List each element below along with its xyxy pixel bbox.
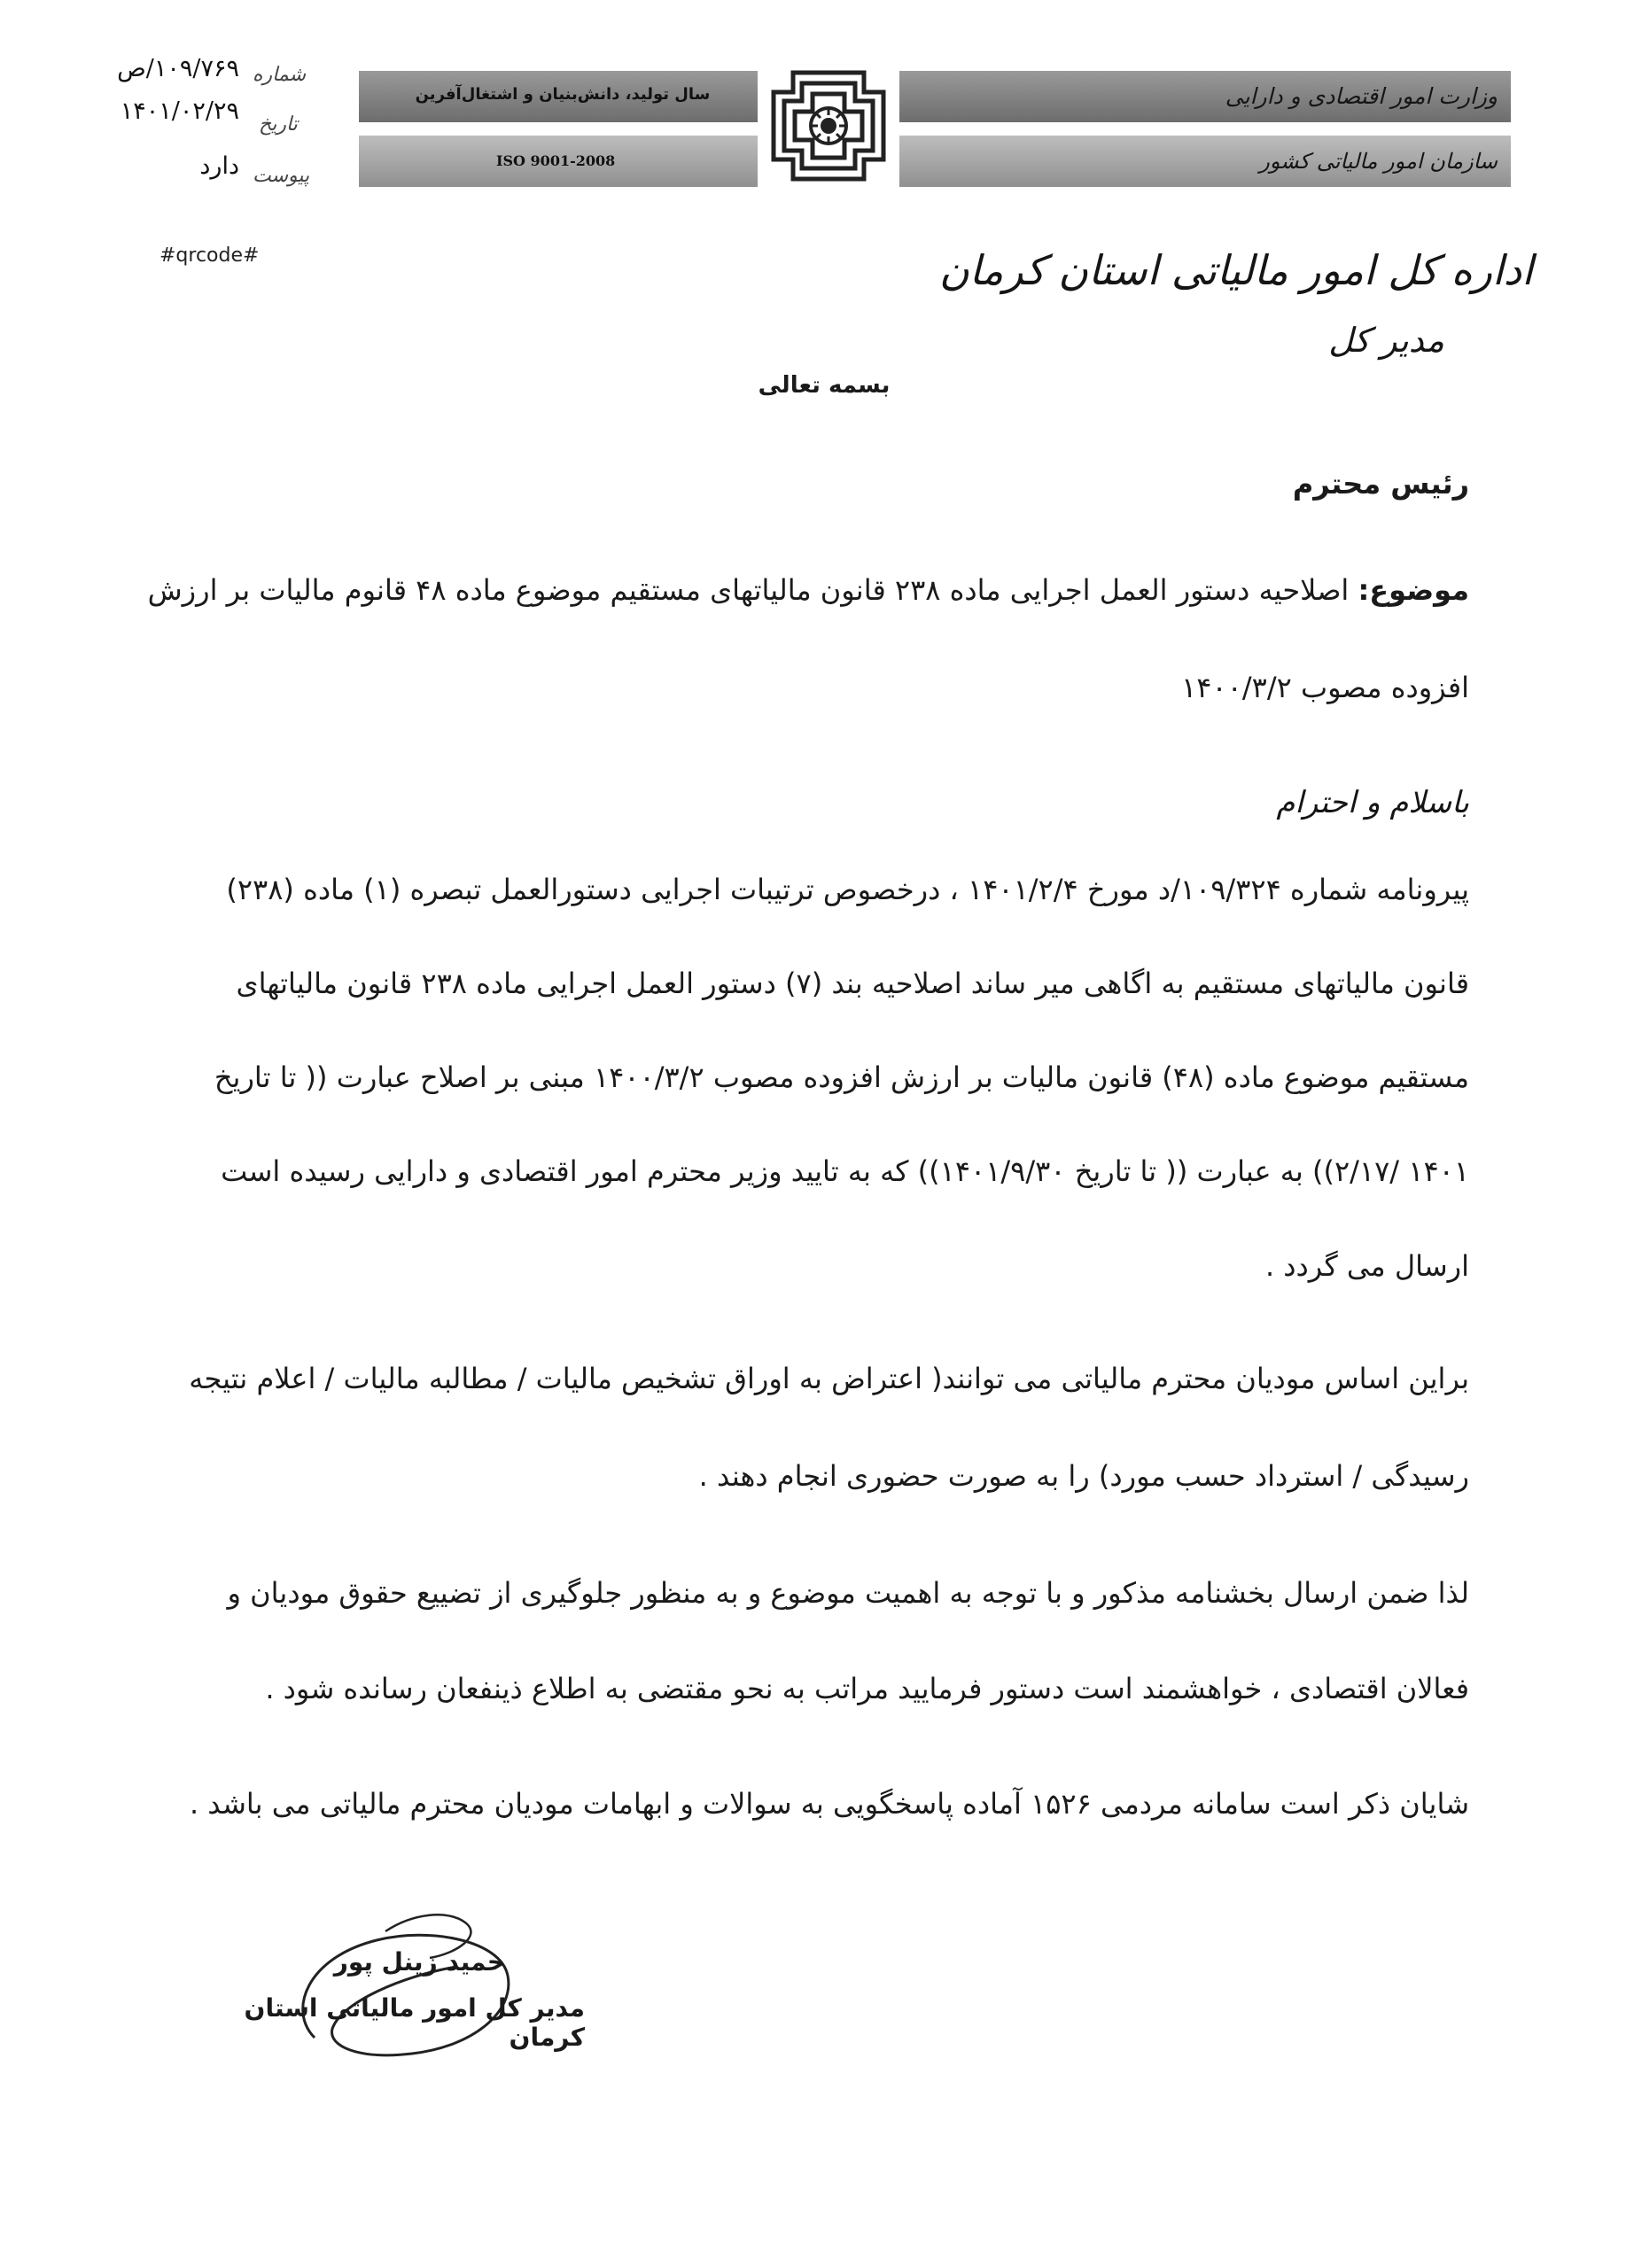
paragraph-2-line-1: براین اساس مودیان محترم مالیاتی می توانند( اعتراض به اوراق تشخیص مالیات / مطالبه مالیات / اعلام نتیجه [189,1362,1469,1395]
invocation: بسمه تعالی [758,372,891,399]
office-role: مدیر کل [1328,321,1444,360]
attachment-label: پیوست [253,165,310,187]
header-organization: سازمان امور مالیاتی کشور [1259,149,1498,174]
paragraph-1-line-2: قانون مالیاتهای مستقیم به اگاهی میر ساند اصلاحیه بند (۷) دستور العمل اجرایی ماده ۲۳۸ قانون مالیاتهای [236,967,1469,1000]
signer-title: مدیر کل امور مالیاتی استان کرمان [244,1993,585,2052]
paragraph-1-line-1: پیرونامه شماره ۱۰۹/۳۲۴/د مورخ ۱۴۰۱/۲/۴ ، درخصوص ترتیبات اجرایی دستورالعمل تبصره (۱) ماده (۲۳۸) [226,873,1469,906]
letter-date-label: تاریخ [259,113,298,136]
paragraph-3-line-1: لذا ضمن ارسال بخشنامه مذکور و با توجه به اهمیت موضوع و به منظور جلوگیری از تضییع حقوق مودیان و [227,1576,1469,1610]
paragraph-3-line-2: فعالان اقتصادی ، خواهشمند است دستور فرمایید مراتب به نحو مقتضی به اطلاع ذینفعان رسانده شود . [265,1672,1469,1705]
letter-date: ۱۴۰۱/۰۲/۲۹ [120,97,239,125]
subject-text-1: اصلاحیه دستور العمل اجرایی ماده ۲۳۸ قانون مالیاتهای مستقیم موضوع ماده ۴۸ قانوم مالیات بر ارزش [147,573,1350,607]
qrcode-placeholder: #qrcode# [159,245,260,267]
paragraph-1-line-5: ارسال می گردد . [1264,1249,1469,1283]
paragraph-2-line-2: رسیدگی / استرداد حسب مورد) را به صورت حضوری انجام دهند . [698,1459,1469,1493]
letter-number-label: شماره [253,64,307,86]
greeting: باسلام و احترام [1276,785,1469,820]
tax-organization-emblem-icon [766,66,891,186]
header-slogan: سال تولید، دانش‌بنیان و اشتغال‌آفرین [415,85,711,104]
header-iso: ISO 9001-2008 [496,152,616,169]
paragraph-1-line-4: ۱۴۰۱ /۲/۱۷)) به عبارت (( تا تاریخ ۱۴۰۱/۹/۳۰)) که به تایید وزیر محترم امور اقتصادی و دارایی رسیده است [221,1154,1469,1188]
recipient: رئیس محترم [1292,467,1469,501]
subject-label: موضوع: [1358,573,1469,607]
office-name: اداره کل امور مالیاتی استان کرمان [938,246,1533,294]
signer-name: حمید زینل پور [333,1947,505,1977]
paragraph-1-line-3: مستقیم موضوع ماده (۴۸) قانون مالیات بر ارزش افزوده مصوب ۱۴۰۰/۳/۲ مبنی بر اصلاح عبارت (( تا تاریخ [214,1060,1469,1094]
subject-line-1 [147,573,1469,607]
letter-number: ۱۰۹/۷۶۹/ص [117,55,239,82]
attachment-value: دارد [199,152,239,180]
paragraph-4-line-1: شایان ذکر است سامانه مردمی ۱۵۲۶ آماده پاسخگویی به سوالات و ابهامات مودیان محترم مالیاتی می باشد . [189,1787,1469,1821]
header-ministry: وزارت امور اقتصادی و دارایی [1225,83,1498,109]
subject-line-2: افزوده مصوب ۱۴۰۰/۳/۲ [1181,671,1469,704]
